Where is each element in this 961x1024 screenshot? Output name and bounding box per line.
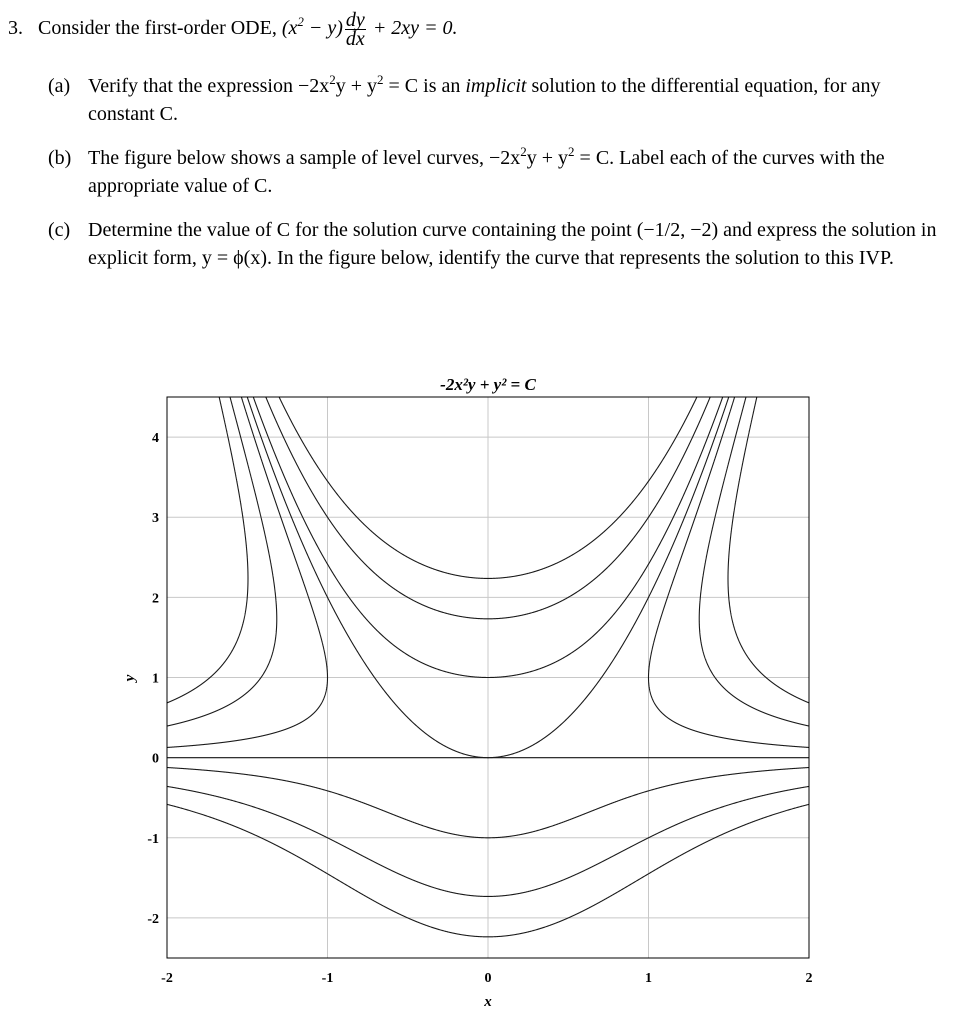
plot-title: -2x²y + y² = C bbox=[440, 375, 536, 394]
x-axis-label: x bbox=[484, 994, 492, 1010]
y-tick-label: -2 bbox=[147, 911, 159, 927]
part-c-text: Determine the value of C for the solution curve containing the point (−1/2, −2) and express the solution in explicit form, y = ϕ(x). In the figure below, identify the curve that represents the solution to this IVP. bbox=[88, 219, 937, 269]
x-tick-label: 1 bbox=[645, 971, 652, 986]
y-tick-label: 0 bbox=[152, 751, 159, 767]
level-curve-neg5 bbox=[728, 357, 809, 703]
y-axis-label: y bbox=[122, 674, 138, 682]
x-tick-label: 2 bbox=[805, 971, 813, 986]
ode-equation: $(x^2 - y)$ $\frac{dy}{dx}$ + 2xy = 0. bbox=[281, 8, 458, 50]
y-tick-label: 3 bbox=[152, 511, 159, 527]
part-a: (a) Verify that the expression $-2x^2y + y^2 = C$ is an implicit solution to the differential equation, for any constant C. bbox=[48, 72, 881, 125]
question-number: 3. bbox=[8, 17, 23, 39]
part-a-label: (a) bbox=[48, 75, 71, 97]
level-curve-neg3 bbox=[167, 357, 277, 726]
x-tick-label: 0 bbox=[484, 971, 492, 986]
y-tick-label: -1 bbox=[147, 831, 159, 847]
part-b-label: (b) bbox=[48, 147, 72, 169]
derivative-fraction: $\frac{dy}{dx}$ bbox=[345, 8, 365, 50]
plot-labels bbox=[147, 431, 812, 986]
level-curve-neg3 bbox=[699, 357, 809, 726]
part-b: (b) The figure below shows a sample of level curves, $-2x^2y + y^2 = C$. Label each of the curves with the appropriate value of C. bbox=[48, 144, 885, 197]
y-tick-label: 1 bbox=[152, 671, 159, 687]
level-curve-neg5 bbox=[167, 357, 248, 703]
x-tick-label: -2 bbox=[161, 971, 173, 986]
y-tick-label: 4 bbox=[152, 431, 159, 447]
question-intro: Consider the first-order ODE, bbox=[38, 17, 277, 39]
y-tick-label: 2 bbox=[152, 591, 159, 607]
part-c-label: (c) bbox=[48, 219, 71, 241]
x-tick-label: -1 bbox=[321, 971, 334, 986]
